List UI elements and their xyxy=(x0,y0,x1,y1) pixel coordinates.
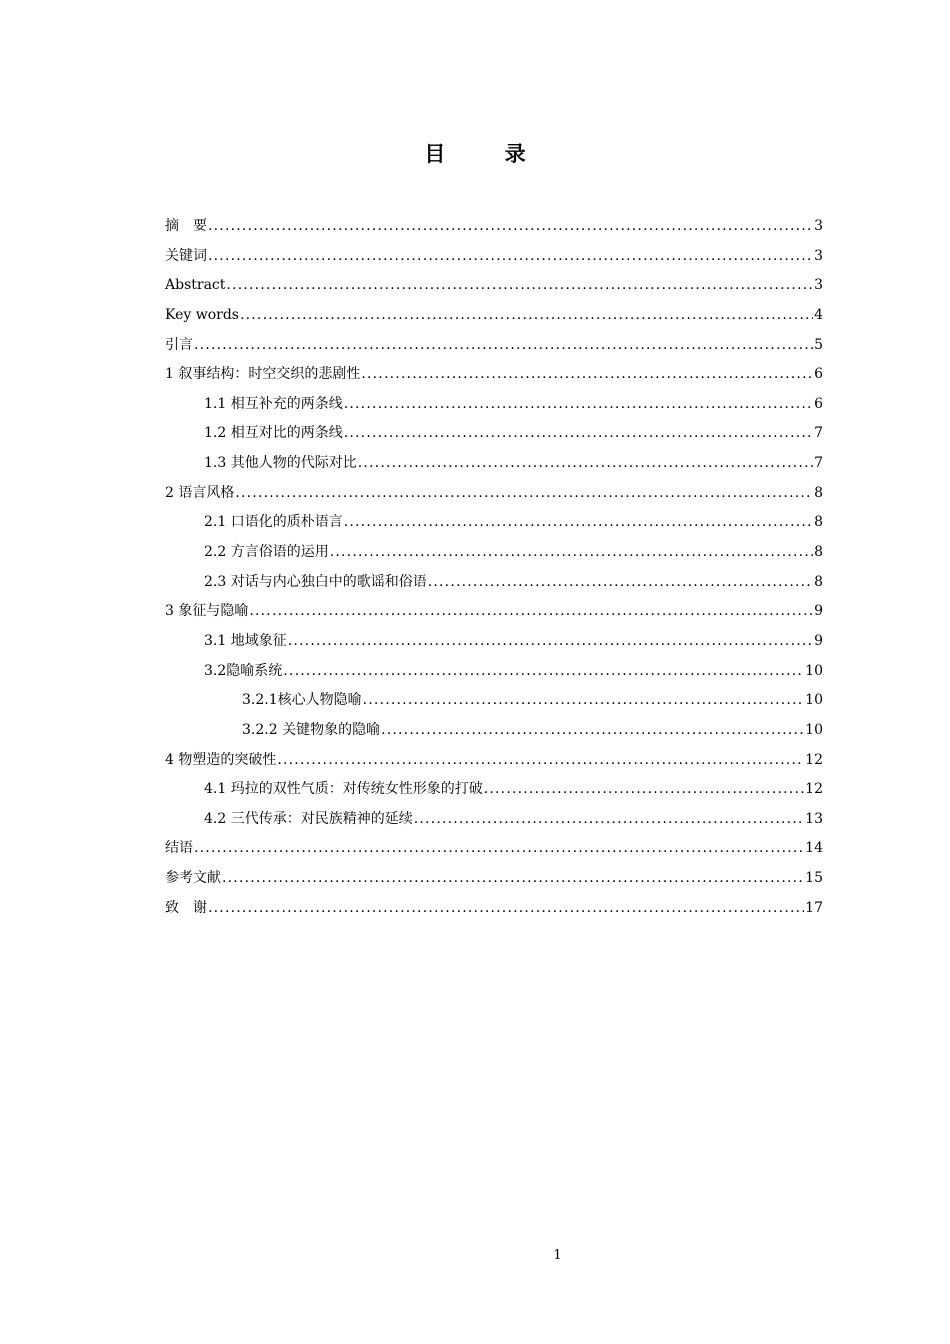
toc-entry-page: 9 xyxy=(814,603,823,620)
toc-entry-page: 4 xyxy=(814,306,823,323)
toc-leader-dots xyxy=(381,716,804,746)
toc-leader-dots xyxy=(288,627,813,657)
page-title: 目 录 xyxy=(424,142,552,166)
toc-entry-label: 1.2 相互对比的两条线 xyxy=(204,425,343,442)
toc-leader-dots xyxy=(428,568,813,598)
toc-entry[interactable] xyxy=(165,212,823,242)
toc-leader-dots xyxy=(344,419,813,449)
toc-leader-dots xyxy=(194,834,804,864)
page-number: 1 xyxy=(553,1248,562,1263)
toc-entry[interactable] xyxy=(165,271,823,301)
toc-entry[interactable] xyxy=(165,746,823,776)
toc-leader-dots xyxy=(344,390,813,420)
toc-entry-label: Key words xyxy=(165,306,239,323)
toc-entry-page: 12 xyxy=(805,751,823,768)
toc-entry-label: 4 物塑造的突破性 xyxy=(165,751,277,768)
toc-entry-label: 3.1 地域象征 xyxy=(204,632,287,649)
toc-leader-dots xyxy=(226,271,813,301)
toc-entry[interactable] xyxy=(165,242,823,272)
toc-entry-page: 14 xyxy=(805,840,823,857)
toc-leader-dots xyxy=(344,508,813,538)
toc-entry[interactable] xyxy=(165,419,823,449)
toc-entry-label: 2.1 口语化的质朴语言 xyxy=(204,514,343,531)
toc-entry-label: Abstract xyxy=(165,277,226,294)
toc-entry-label: 引言 xyxy=(165,336,193,353)
toc-entry-label: 4.2 三代传承：对民族精神的延续 xyxy=(204,810,413,827)
toc-entry-label: 摘 要 xyxy=(165,218,207,234)
toc-entry-page: 12 xyxy=(805,781,823,798)
toc-entry-label: 结语 xyxy=(165,840,193,857)
toc-entry-page: 8 xyxy=(814,514,823,531)
toc-entry[interactable] xyxy=(165,716,823,746)
toc-entry[interactable] xyxy=(165,775,823,805)
toc-leader-dots xyxy=(484,775,804,805)
toc-entry-page: 6 xyxy=(814,395,823,412)
toc-entry[interactable] xyxy=(165,805,823,835)
toc-entry-page: 8 xyxy=(814,544,823,561)
toc-leader-dots xyxy=(249,597,813,627)
toc-entry[interactable] xyxy=(165,686,823,716)
toc-entry-label: 2.3 对话与内心独白中的歌谣和俗语 xyxy=(204,573,427,590)
toc-entry-page: 10 xyxy=(805,721,823,738)
toc-entry[interactable] xyxy=(165,657,823,687)
toc-leader-dots xyxy=(208,894,804,924)
toc-entry-page: 7 xyxy=(814,455,823,472)
toc-leader-dots xyxy=(235,479,813,509)
toc-entry[interactable] xyxy=(165,301,823,331)
toc-leader-dots xyxy=(361,360,813,390)
toc-leader-dots xyxy=(414,805,804,835)
toc-entry[interactable] xyxy=(165,627,823,657)
toc-entry-label: 2.2 方言俗语的运用 xyxy=(204,544,329,561)
toc-entry[interactable] xyxy=(165,390,823,420)
toc-entry[interactable] xyxy=(165,597,823,627)
toc-leader-dots xyxy=(208,212,813,242)
toc-entry-page: 7 xyxy=(814,425,823,442)
toc-entry-page: 6 xyxy=(814,366,823,383)
toc-leader-dots xyxy=(277,746,804,776)
toc-leader-dots xyxy=(240,301,813,331)
toc-leader-dots xyxy=(208,242,813,272)
toc-entry-page: 13 xyxy=(805,810,823,827)
toc-entry-page: 3 xyxy=(814,218,823,234)
toc-entry-label: 4.1 玛拉的双性气质：对传统女性形象的打破 xyxy=(204,781,483,798)
toc-entry-label: 关键词 xyxy=(165,247,207,264)
toc-entry-label: 2 语言风格 xyxy=(165,484,235,501)
toc-entry[interactable] xyxy=(165,479,823,509)
toc-entry[interactable] xyxy=(165,538,823,568)
toc-entry-label: 1 叙事结构：时空交织的悲剧性 xyxy=(165,366,361,383)
toc-entry-label: 3.2隐喻系统 xyxy=(204,662,283,679)
toc-leader-dots xyxy=(222,864,804,894)
toc-entry-page: 9 xyxy=(814,632,823,649)
toc-entry-label: 致 谢 xyxy=(165,899,207,916)
toc-entry-label: 1.1 相互补充的两条线 xyxy=(204,395,343,412)
toc-entry[interactable] xyxy=(165,331,823,361)
toc-entry-label: 3.2.1核心人物隐喻 xyxy=(242,692,362,709)
toc-entry-label: 3.2.2 关键物象的隐喻 xyxy=(242,721,381,738)
toc-entry[interactable] xyxy=(165,568,823,598)
toc-entry[interactable] xyxy=(165,360,823,390)
toc-leader-dots xyxy=(194,331,813,361)
toc-entry-page: 17 xyxy=(805,899,823,916)
toc-entry[interactable] xyxy=(165,508,823,538)
toc-entry[interactable] xyxy=(165,449,823,479)
toc-entry-label: 1.3 其他人物的代际对比 xyxy=(204,455,357,472)
toc-leader-dots xyxy=(358,449,813,479)
toc-entry-page: 10 xyxy=(805,692,823,709)
toc-entry-page: 3 xyxy=(814,247,823,264)
toc-entry-page: 5 xyxy=(814,336,823,353)
toc-entry-page: 8 xyxy=(814,484,823,501)
toc-entry-page: 8 xyxy=(814,573,823,590)
toc-entry-page: 3 xyxy=(814,277,823,294)
toc-entry[interactable] xyxy=(165,894,823,924)
toc-leader-dots xyxy=(283,657,804,687)
toc-entry-label: 参考文献 xyxy=(165,870,221,887)
toc-entry[interactable] xyxy=(165,864,823,894)
toc-entry-label: 3 象征与隐喻 xyxy=(165,603,249,620)
table-of-contents xyxy=(165,212,823,923)
toc-entry-page: 10 xyxy=(805,662,823,679)
toc-entry-page: 15 xyxy=(805,870,823,887)
toc-leader-dots xyxy=(330,538,813,568)
toc-leader-dots xyxy=(363,686,805,716)
toc-entry[interactable] xyxy=(165,834,823,864)
